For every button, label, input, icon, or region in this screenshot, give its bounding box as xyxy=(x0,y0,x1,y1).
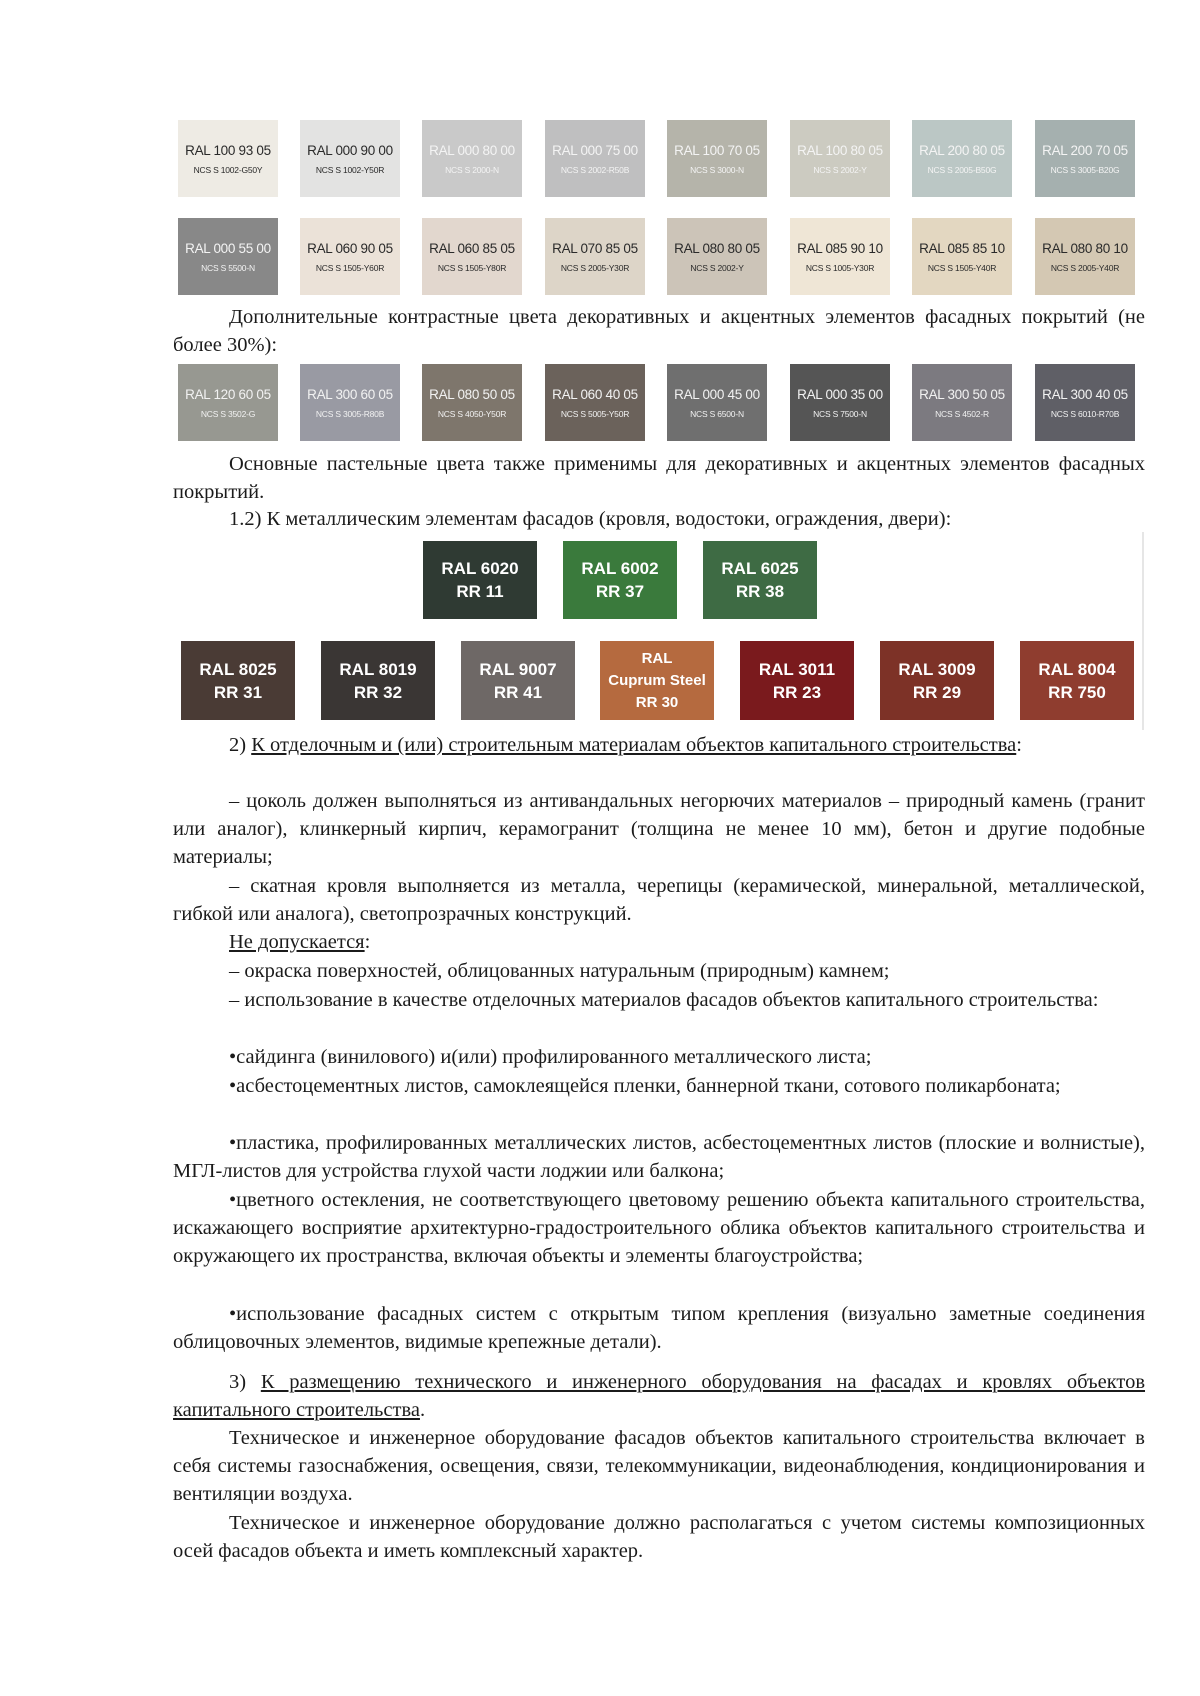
swatch-ncs-code: NCS S 2000-N xyxy=(445,164,499,175)
paragraph-finishing-use xyxy=(173,986,1145,1014)
bullet-asbestos xyxy=(173,1072,1145,1100)
section-punct: . xyxy=(419,1399,426,1421)
section-heading: К отделочным и (или) строительным материалам объектов капитального строительства xyxy=(251,734,1017,756)
paragraph-roof xyxy=(173,872,1145,928)
swatch-ncs-code: NCS S 3005-R80B xyxy=(315,408,385,419)
swatch-ral-code: RAL 200 80 05 xyxy=(919,142,1005,158)
metal-swatch-label: RR 30 xyxy=(635,693,679,711)
swatch-ral-code: RAL 300 40 05 xyxy=(1042,386,1128,402)
metal-color-swatch xyxy=(880,641,994,720)
color-swatch xyxy=(545,218,645,295)
swatch-ncs-code: NCS S 4050-Y50R xyxy=(437,408,507,419)
bullet-text: •пластика, профилированных металлических листов, асбестоцементных листов (плоские и волнистые), МГЛ-листов для устройства глухой части лоджии или балкона; xyxy=(173,1132,1145,1182)
swatch-ral-code: RAL 100 93 05 xyxy=(185,142,271,158)
metal-color-swatch xyxy=(181,641,295,720)
swatch-ncs-code: NCS S 3502-G xyxy=(200,408,256,419)
swatch-ral-code: RAL 070 85 05 xyxy=(552,240,638,256)
section-number: 2) xyxy=(229,734,252,756)
metal-ral-code: RAL 6020 xyxy=(441,559,519,578)
color-swatch xyxy=(790,120,890,197)
swatch-ral-code: RAL 060 85 05 xyxy=(429,240,515,256)
metal-swatch-label: RAL 8004 xyxy=(1038,659,1116,679)
metal-swatch-label: RAL 8019 xyxy=(339,659,417,679)
paragraph-not-allowed xyxy=(173,928,1145,956)
bullet-text: •сайдинга (винилового) и(или) профилированного металлического листа; xyxy=(229,1046,872,1068)
paragraph-text: 1.2) К металлическим элементам фасадов (кровля, водостоки, ограждения, двери): xyxy=(229,508,952,530)
paragraph-text: Основные пастельные цвета также применимы для декоративных и акцентных элементов фасадных покрытий. xyxy=(173,453,1145,503)
color-swatch xyxy=(545,364,645,441)
swatch-ncs-code: NCS S 1505-Y80R xyxy=(437,262,507,273)
swatch-ncs-code: NCS S 1002-G50Y xyxy=(193,164,263,175)
paragraph-equipment-includes xyxy=(173,1424,1145,1508)
bullet-glazing xyxy=(173,1186,1145,1270)
swatch-ncs-code: NCS S 1005-Y30R xyxy=(805,262,875,273)
color-swatch xyxy=(178,364,278,441)
metal-swatch-label: RAL xyxy=(641,649,673,667)
metal-rr-code: RR 37 xyxy=(595,582,645,601)
swatch-ral-code: RAL 080 80 10 xyxy=(1042,240,1128,256)
paragraph-equipment-heading xyxy=(173,1368,1145,1424)
metal-color-swatch xyxy=(1020,641,1134,720)
bullet-facade-systems xyxy=(173,1300,1145,1356)
paragraph-contrast-colors xyxy=(173,303,1145,359)
metal-swatch-label: RR 31 xyxy=(213,682,263,702)
paragraph-text: Техническое и инженерное оборудование фасадов объектов капитального строительства включает в себя системы газоснабжения, освещения, связи, телекоммуникации, видеонаблюдения, кондиционирования и вентиляции воздуха. xyxy=(173,1427,1145,1505)
color-swatch xyxy=(1035,364,1135,441)
swatch-ncs-code: NCS S 7500-N xyxy=(813,408,867,419)
metal-color-swatch xyxy=(321,641,435,720)
swatch-ncs-code: NCS S 2005-Y30R xyxy=(560,262,630,273)
swatch-ncs-code: NCS S 3000-N xyxy=(690,164,744,175)
color-swatch xyxy=(300,120,400,197)
color-swatch xyxy=(667,364,767,441)
swatch-ncs-code: NCS S 1002-Y50R xyxy=(315,164,385,175)
swatch-ncs-code: NCS S 1505-Y60R xyxy=(315,262,385,273)
bullet-text: •использование фасадных систем с открытым типом крепления (визуально заметные соединения облицовочных элементов, видимые крепежные детали). xyxy=(173,1303,1145,1353)
metal-color-swatch xyxy=(703,541,817,619)
paragraph-equipment-placement xyxy=(173,1509,1145,1565)
color-swatch xyxy=(545,120,645,197)
metal-swatch-label: RR 23 xyxy=(772,682,822,702)
swatch-ral-code: RAL 000 90 00 xyxy=(307,142,393,158)
metal-ral-code: RAL 6025 xyxy=(721,559,799,578)
swatch-ncs-code: NCS S 2002-Y xyxy=(690,262,744,273)
swatch-ncs-code: NCS S 5005-Y50R xyxy=(560,408,630,419)
swatch-ncs-code: NCS S 2005-B50G xyxy=(927,164,997,175)
section-punct: : xyxy=(1016,734,1022,756)
metal-color-swatch xyxy=(563,541,677,619)
color-swatch xyxy=(1035,218,1135,295)
metal-swatch-label: RAL 8025 xyxy=(199,659,277,679)
color-swatch xyxy=(178,120,278,197)
swatch-ncs-code: NCS S 1505-Y40R xyxy=(927,262,997,273)
swatch-ral-code: RAL 085 85 10 xyxy=(919,240,1005,256)
metal-color-swatch xyxy=(423,541,537,619)
metal-swatch-label: RAL 3009 xyxy=(898,659,976,679)
metal-swatch-label: RR 41 xyxy=(493,682,543,702)
swatch-ral-code: RAL 080 80 05 xyxy=(674,240,760,256)
color-swatch xyxy=(912,218,1012,295)
section-number: 3) xyxy=(229,1371,261,1393)
paragraph-text: – скатная кровля выполняется из металла, черепицы (керамической, минеральной, металлической, гибкой или аналога), светопрозрачных конструкций. xyxy=(173,875,1145,925)
paragraph-metal-elements xyxy=(173,505,1145,533)
metal-swatch-label: RAL 3011 xyxy=(758,659,836,679)
color-swatch xyxy=(1035,120,1135,197)
metal-rr-code: RR 11 xyxy=(456,582,504,601)
swatch-ral-code: RAL 000 55 00 xyxy=(185,240,271,256)
color-swatch xyxy=(667,120,767,197)
paragraph-text: – использование в качестве отделочных материалов фасадов объектов капитального строительства: xyxy=(229,989,1099,1011)
swatch-ral-code: RAL 200 70 05 xyxy=(1042,142,1128,158)
color-swatch xyxy=(667,218,767,295)
color-swatch xyxy=(178,218,278,295)
swatch-ncs-code: NCS S 2002-R50B xyxy=(560,164,630,175)
paragraph-pastel-colors xyxy=(173,450,1145,506)
paragraph-stone-painting xyxy=(173,957,1145,985)
metal-color-swatch xyxy=(600,641,714,720)
swatch-ral-code: RAL 000 45 00 xyxy=(674,386,760,402)
bullet-text: •асбестоцементных листов, самоклеящейся пленки, баннерной ткани, сотового поликарбоната; xyxy=(229,1075,1061,1097)
metal-swatch-label: RAL 9007 xyxy=(479,659,557,679)
metal-swatch-label: RR 29 xyxy=(912,682,962,702)
swatch-ral-code: RAL 100 70 05 xyxy=(674,142,760,158)
swatch-ral-code: RAL 120 60 05 xyxy=(185,386,271,402)
swatch-ral-code: RAL 085 90 10 xyxy=(797,240,883,256)
metal-swatch-label: RR 750 xyxy=(1048,682,1106,702)
metal-ral-code: RAL 6002 xyxy=(581,559,659,578)
color-swatch xyxy=(912,364,1012,441)
swatch-ncs-code: NCS S 4502-R xyxy=(935,408,989,419)
paragraph-text: Техническое и инженерное оборудование должно располагаться с учетом системы композиционных осей фасадов объекта и иметь комплексный характер. xyxy=(173,1512,1145,1562)
paragraph-text: – цоколь должен выполняться из антивандальных негорючих материалов – природный камень (гранит или аналог), клинкерный кирпич, керамогранит (толщина не менее 10 мм), бетон и другие подобные материалы; xyxy=(173,790,1145,868)
color-swatch xyxy=(422,120,522,197)
color-swatch xyxy=(912,120,1012,197)
color-swatch xyxy=(300,218,400,295)
color-swatch xyxy=(422,218,522,295)
bullet-plastic xyxy=(173,1129,1145,1185)
bullet-text: •цветного остекления, не соответствующего цветовому решению объекта капитального строительства, искажающего восприятие архитектурно-градостроительного облика объектов капитального строительства и окружающего их пространства, включая объекты и элементы благоустройства; xyxy=(173,1189,1145,1267)
metal-rr-code: RR 38 xyxy=(735,582,785,601)
paragraph-text: Дополнительные контрастные цвета декоративных и акцентных элементов фасадных покрытий (не более 30%): xyxy=(173,306,1145,356)
swatch-ncs-code: NCS S 5500-N xyxy=(201,262,255,273)
swatch-ncs-code: NCS S 6010-R70B xyxy=(1050,408,1120,419)
heading-punct: : xyxy=(364,931,371,953)
section-heading: К размещению технического и инженерного оборудования на фасадах и кровлях объектов капитального строительства xyxy=(173,1371,1146,1421)
swatch-ncs-code: NCS S 2005-Y40R xyxy=(1050,262,1120,273)
swatch-ral-code: RAL 000 75 00 xyxy=(552,142,638,158)
metal-swatch-label: Cuprum Steel xyxy=(608,671,706,689)
metal-color-swatch xyxy=(461,641,575,720)
swatch-ral-code: RAL 000 80 00 xyxy=(429,142,515,158)
swatch-ncs-code: NCS S 2002-Y xyxy=(813,164,867,175)
metal-swatch-label: RR 32 xyxy=(353,682,403,702)
bullet-siding xyxy=(173,1043,1145,1071)
swatch-ral-code: RAL 060 90 05 xyxy=(307,240,393,256)
color-swatch xyxy=(300,364,400,441)
swatch-ral-code: RAL 060 40 05 xyxy=(552,386,638,402)
swatch-ral-code: RAL 300 60 05 xyxy=(307,386,393,402)
color-swatch xyxy=(790,218,890,295)
color-swatch xyxy=(790,364,890,441)
paragraph-text: – окраска поверхностей, облицованных натуральным (природным) камнем; xyxy=(229,960,890,982)
paragraph-finishing-materials xyxy=(173,731,1145,759)
swatch-ncs-code: NCS S 3005-B20G xyxy=(1050,164,1120,175)
metal-chart-frame-edge xyxy=(1142,532,1144,730)
color-swatch xyxy=(422,364,522,441)
swatch-ral-code: RAL 300 50 05 xyxy=(919,386,1005,402)
swatch-ral-code: RAL 100 80 05 xyxy=(797,142,883,158)
swatch-ncs-code: NCS S 6500-N xyxy=(690,408,744,419)
metal-color-swatch xyxy=(740,641,854,720)
paragraph-plinth xyxy=(173,787,1145,871)
swatch-ral-code: RAL 000 35 00 xyxy=(797,386,883,402)
not-allowed-heading: Не допускается xyxy=(229,931,365,953)
swatch-ral-code: RAL 080 50 05 xyxy=(429,386,515,402)
